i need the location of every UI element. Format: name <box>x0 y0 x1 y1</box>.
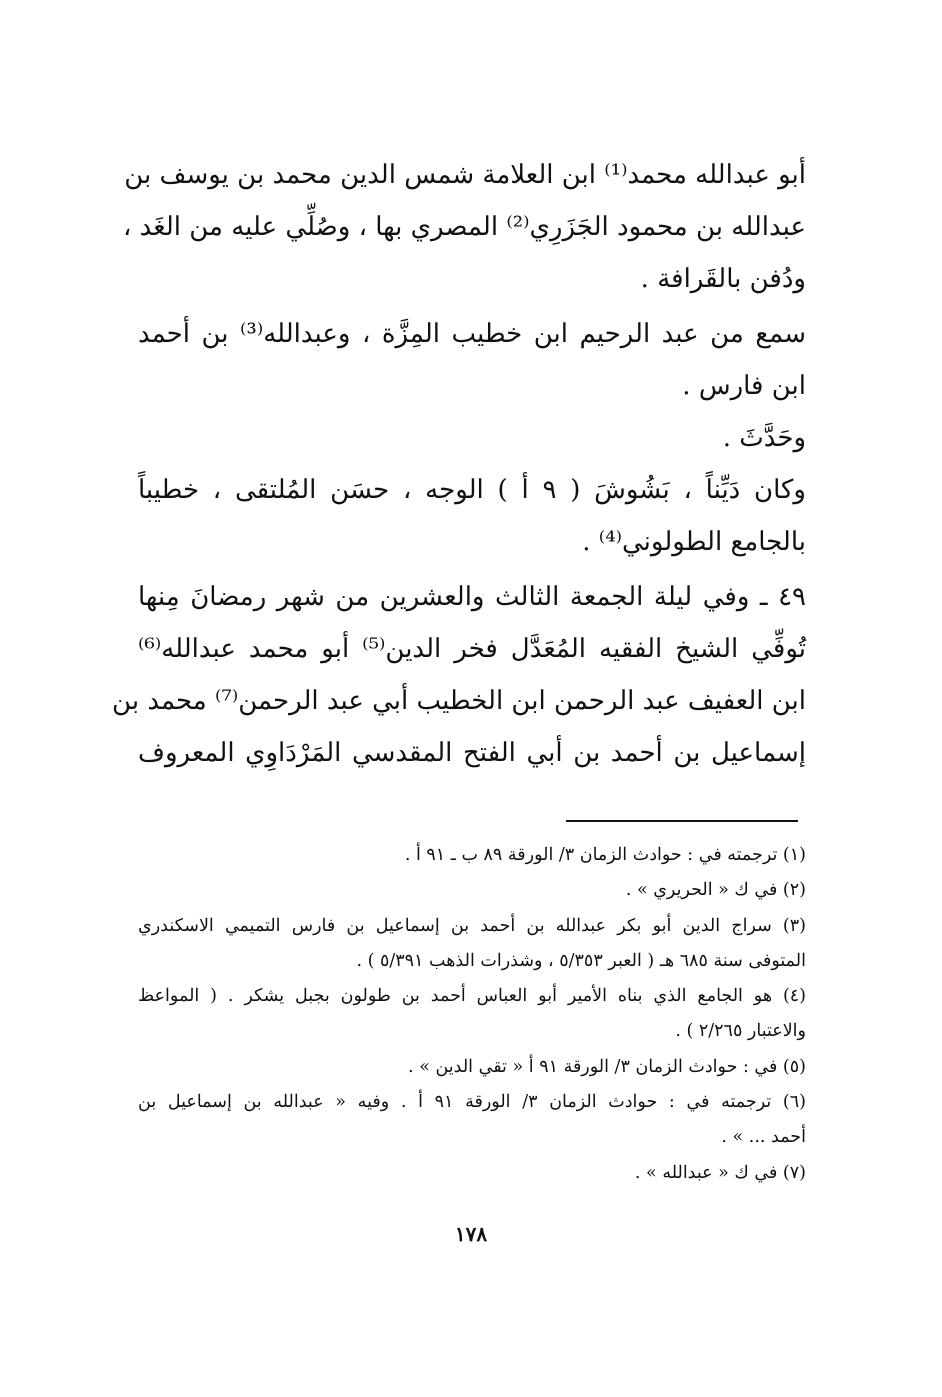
text-line: وحَدَّثَ . <box>722 422 806 453</box>
text-line: وكان دَيِّناً ، بَشُوشَ ( ٩ أ ) الوجه ، حسَن المُلتقى ، خطيباً <box>138 474 806 505</box>
page-number: ١٧٨ <box>454 1222 488 1246</box>
text-line: سمع من عبد الرحيم ابن خطيب المِزَّة ، وعبدالله⁽³⁾ بن أحمد <box>138 319 807 350</box>
main-text <box>112 150 807 780</box>
footnote-line: (٦) ترجمته في : حوادث الزمان ٣/ الورقة ٩١ أ . وفيه « عبدالله بن إسماعيل بن <box>138 1092 806 1113</box>
footnote-separator <box>566 820 798 822</box>
paragraph <box>138 465 806 569</box>
footnote-6 <box>138 1085 806 1156</box>
text-line: تُوفِّي الشيخ الفقيه المُعَدَّل فخر الدين⁽⁵⁾ أبو محمد عبدالله⁽⁶⁾ <box>138 634 806 665</box>
paragraph <box>122 150 806 305</box>
footnote-3 <box>138 909 806 980</box>
text-line: ابن فارس . <box>682 371 806 402</box>
footnote-line: (٣) سراج الدين أبو بكر عبدالله بن أحمد بن إسماعيل بن فارس التميمي الاسكندري <box>138 915 806 936</box>
footnote-line: (٥) في : حوادث الزمان ٣/ الورقة ٩١ أ « تقي الدين » . <box>408 1056 806 1077</box>
text-line: إسماعيل بن أحمد بن أبي الفتح المقدسي المَرْدَاوِي المعروف <box>138 737 806 768</box>
footnote-line: (٢) في ك « الحريري » . <box>625 880 806 901</box>
footnote-line: المتوفى سنة ٦٨٥ هـ ( العبر ٥/٣٥٣ ، وشذرات الذهب ٥/٣٩١ ) . <box>356 950 806 971</box>
text-line: عبدالله بن محمود الجَزَرِي⁽²⁾ المصري بها ، وصُلِّي عليه من الغَد ، <box>122 211 806 242</box>
text-line: أبو عبدالله محمد⁽¹⁾ ابن العلامة شمس الدين محمد بن يوسف بن <box>124 160 806 190</box>
footnote-line: أحمد ... » . <box>721 1127 806 1148</box>
text-line: ودُفن بالقَرافة . <box>640 263 806 294</box>
footnote-1 <box>138 838 806 873</box>
footnote-5 <box>138 1050 806 1085</box>
text-line: ابن العفيف عبد الرحمن ابن الخطيب أبي عبد الرحمن⁽⁷⁾ محمد بن <box>112 685 806 716</box>
text-line: بالجامع الطولوني⁽⁴⁾ . <box>582 526 806 557</box>
footnotes <box>138 838 806 1191</box>
entry-paragraph <box>112 572 806 779</box>
paragraph <box>138 413 806 465</box>
footnote-line: والاعتبار ٢/٢٦٥ ) . <box>675 1021 806 1042</box>
footnote-line: (٤) هو الجامع الذي بناه الأمير أبو العباس أحمد بن طولون بجبل يشكر . ( المواعظ <box>138 986 806 1007</box>
paragraph <box>138 309 806 413</box>
footnote-line: (١) ترجمته في : حوادث الزمان ٣/ الورقة ٨٩ ب ـ ٩١ أ . <box>404 845 806 865</box>
footnote-2 <box>138 873 806 908</box>
footnote-7 <box>138 1156 806 1191</box>
text-line: ٤٩ ـ وفي ليلة الجمعة الثالث والعشرين من شهر رمضانَ مِنها <box>138 582 806 613</box>
footnote-4 <box>138 979 806 1050</box>
footnote-line: (٧) في ك « عبدالله » . <box>634 1162 806 1183</box>
